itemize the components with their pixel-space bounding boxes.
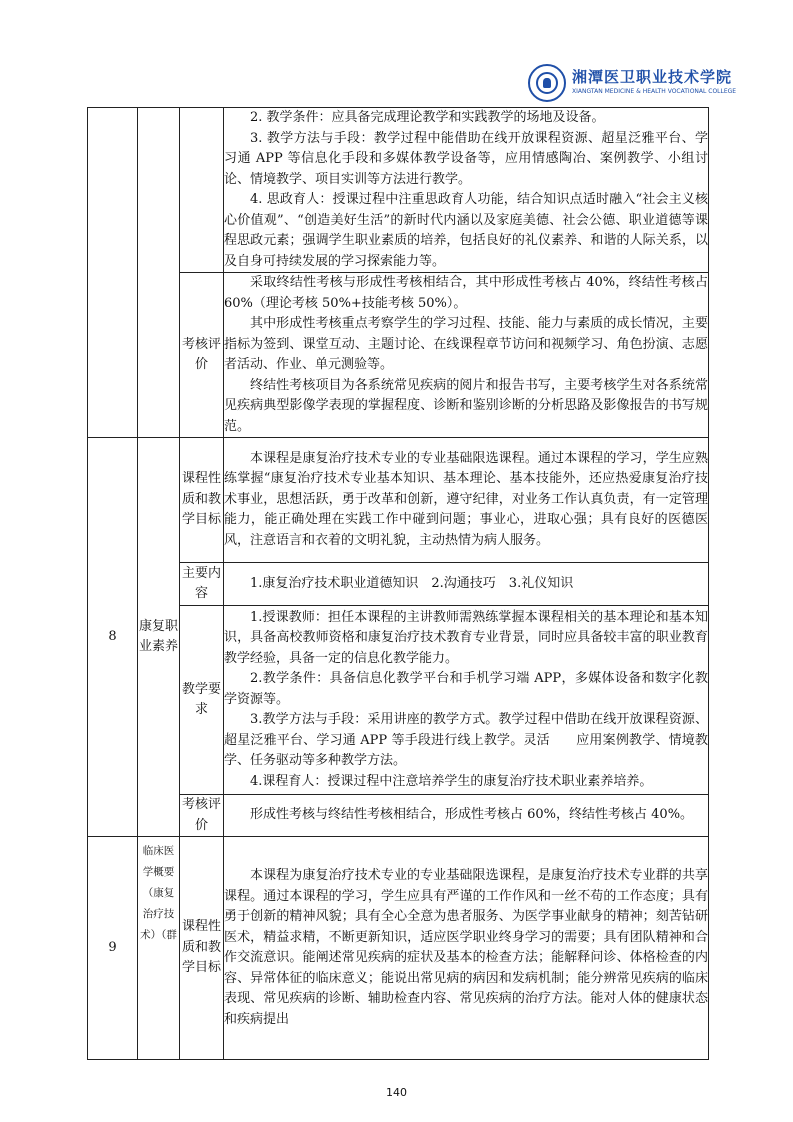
- paragraph: 采取终结性考核与形成性考核相结合，其中形成性考核占 40%，终结性考核占 60%（理论考核 50%+技能考核 50%）。: [224, 275, 708, 311]
- goal-cell: [224, 837, 709, 1060]
- course-name: 康复职业素养: [138, 438, 180, 837]
- assessment-cell: [224, 795, 709, 837]
- teaching-requirements-cell: [224, 108, 709, 273]
- table-row: [88, 108, 709, 273]
- content-label: 主要内容: [180, 563, 224, 606]
- paragraph: 4. 思政育人：授课过程中注重思政育人功能，结合知识点适时融入“社会主义核心价值观”、“创造美好生活”的新时代内涵以及家庭美德、社会公德、职业道德等课程思政元素；强调学生职业素质的培养，包括良好的礼仪素养、和谐的人际关系，以及自身可持续发展的学习探索能力等。: [224, 192, 708, 269]
- paragraph: 终结性考核项目为各系统常见疾病的阅片和报告书写，主要考核学生对各系统常见疾病典型影像学表现的掌握程度、诊断和鉴别诊断的分析思路及影像报告的书写规范。: [224, 377, 708, 434]
- table-row: [88, 273, 709, 438]
- empty-num-cell: [88, 108, 138, 438]
- paragraph: 本课程是康复治疗技术专业的专业基础限选课程。通过本课程的学习，学生应熟练掌握“康复治疗技术专业基本知识、基本理论、基本技能外，还应热爱康复治疗技术事业，思想活跃，勇于改革和创新，遵守纪律，对业务工作认真负责，有一定管理能力，能正确处理在实践工作中碰到问题；事业心，进取心强；具有良好的医德医风，注意语言和衣着的文明礼貌，主动热情为病人服务。: [224, 450, 708, 548]
- requirements-cell: [224, 606, 709, 795]
- paragraph: 形成性考核与终结性考核相结合，形成性考核占 60%，终结性考核占 40%。: [250, 807, 694, 823]
- empty-item-cell: [180, 108, 224, 273]
- empty-course-cell: [138, 108, 180, 438]
- assessment-cell: [224, 273, 709, 438]
- paragraph: 3. 教学方法与手段：教学过程中能借助在线开放课程资源、超星泛雅平台、学习通 APP 等信息化手段和多媒体教学设备等，应用情感陶冶、案例教学、小组讨论、情境教学、项目实训等方法进行教学。: [224, 130, 708, 187]
- paragraph: 2. 教学条件：应具备完成理论教学和实践教学的场地及设备。: [250, 110, 605, 125]
- goal-label: 课程性质和教学目标: [180, 837, 224, 1060]
- paragraph: 本课程为康复治疗技术专业的专业基础限选课程，是康复治疗技术专业群的共享课程。通过本课程的学习，学生应具有严谨的工作作风和一丝不苟的工作态度；具有勇于创新的精神风貌；具有全心全意为患者服务、为医学事业献身的精神；刻苦钻研医术，精益求精，不断更新知识，适应医学职业终身学习的需要；具有团队精神和合作交流意识。能阐述常见疾病的症状及基本的检查方法；能解释问诊、体格检查的内容、异常体征的临床意义；能说出常见病的病因和发病机制；能分辨常见疾病的临床表现、常见疾病的诊断、辅助检查内容、常见疾病的治疗方法。能对人体的健康状态和疾病提出: [224, 868, 708, 1027]
- paragraph: 1.授课教师：担任本课程的主讲教师需熟练掌握本课程相关的基本理论和基本知识，具备高校教师资格和康复治疗技术教育专业背景，同时应具备较丰富的职业教育教学经验，具备一定的信息化教学能力。: [224, 609, 708, 666]
- req-label: 教学要求: [180, 606, 224, 795]
- paragraph: 4.课程育人：授课过程中注意培养学生的康复治疗技术职业素养培养。: [250, 773, 653, 789]
- table-row: [88, 606, 709, 795]
- course-table: [87, 107, 709, 1060]
- table-row: [88, 563, 709, 606]
- page-number: 140: [386, 1086, 407, 1099]
- assess-label: 考核评价: [180, 795, 224, 837]
- assess-label: 考核评价: [180, 273, 224, 438]
- paragraph: 3.教学方法与手段：采用讲座的教学方式。教学过程中借助在线开放课程资源、超星泛雅平台、学习通 APP 等手段进行线上教学。灵活 应用案例教学、情境教学、任务驱动等多种教学方法。: [224, 712, 708, 769]
- college-logo: [528, 64, 737, 104]
- goal-label: 课程性质和教学目标: [180, 438, 224, 563]
- paragraph: 1.康复治疗技术职业道德知识 2.沟通技巧 3.礼仪知识: [250, 575, 574, 591]
- course-number: 8: [88, 438, 138, 837]
- table-row: [88, 795, 709, 837]
- paragraph: 其中形成性考核重点考察学生的学习过程、技能、能力与素质的成长情况，主要指标为签到、课堂互动、主题讨论、在线课程章节访问和视频学习、角色扮演、志愿者活动、作业、单元测验等。: [224, 316, 708, 372]
- paragraph: 2.教学条件：具备信息化教学平台和手机学习端 APP，多媒体设备和数字化教学资源等。: [224, 671, 708, 707]
- course-name: 临床医学概要（康复治疗技术）（群: [138, 837, 180, 1060]
- goal-cell: [224, 438, 709, 563]
- main-content-cell: [224, 563, 709, 606]
- logo-english-name: XIANGTAN MEDICINE & HEALTH VOCATIONAL COLLEGE: [572, 88, 737, 95]
- table-row: [88, 438, 709, 563]
- course-number: 9: [88, 837, 138, 1060]
- logo-chinese-name: 湘潭医卫职业技术学院: [572, 68, 733, 86]
- table-row: [88, 837, 709, 1060]
- college-emblem-icon: [528, 64, 566, 102]
